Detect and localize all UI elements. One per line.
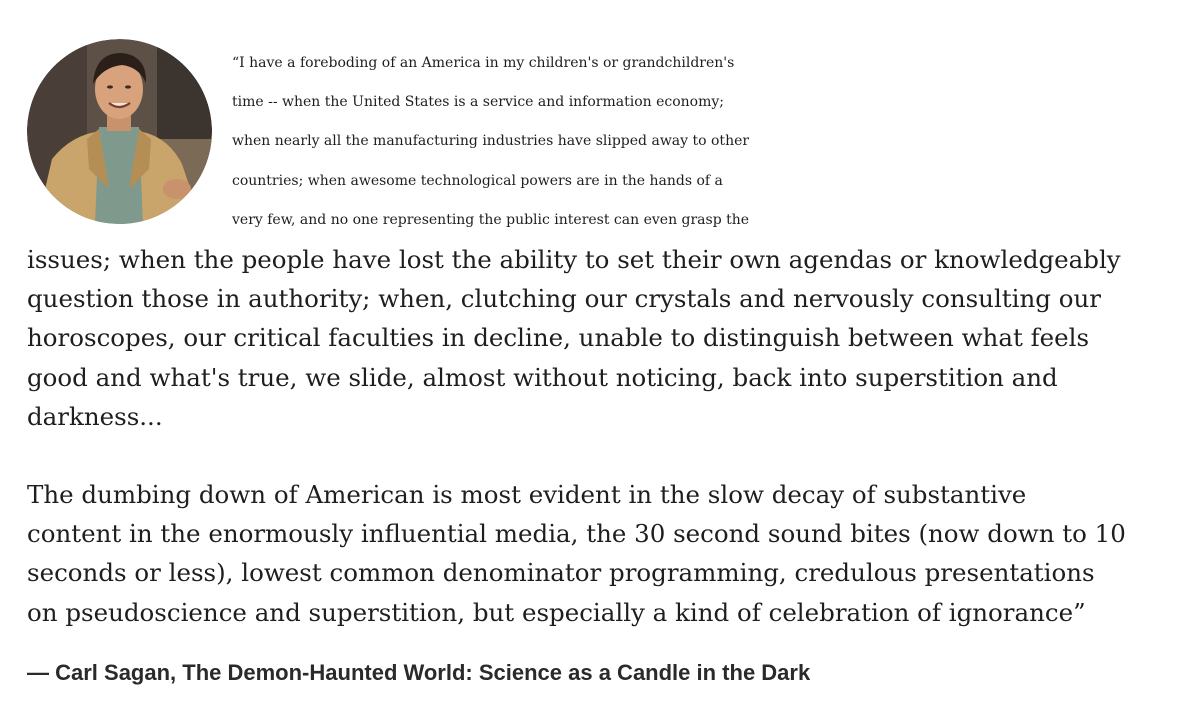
quote-line: darkness... [27, 401, 163, 431]
quote-attribution: — Carl Sagan, The Demon-Haunted World: Science as a Candle in the Dark [27, 660, 811, 685]
quote-line: when nearly all the manufacturing industries have slipped away to other [232, 133, 750, 150]
quote-paragraph-2 [0, 475, 1170, 632]
paragraph-spacer [0, 436, 1170, 475]
quote-line: countries; when awesome technological powers are in the hands of a [232, 172, 723, 189]
quote-line: “I have a foreboding of an America in my children's or grandchildren's [232, 55, 735, 71]
quote-line: seconds or less), lowest common denominator programming, credulous presentations [27, 558, 1095, 588]
quote-line: horoscopes, our critical faculties in decline, unable to distinguish between what feels [27, 323, 1090, 353]
quote-paragraph-1 [0, 44, 1170, 436]
quote-line: question those in authority; when, clutching our crystals and nervously consulting our [27, 284, 1101, 314]
quote-line: good and what's true, we slide, almost without noticing, back into superstition and [27, 362, 1058, 392]
quote-line: on pseudoscience and superstition, but especially a kind of celebration of ignorance” [27, 597, 1086, 627]
quote-line: content in the enormously influential media, the 30 second sound bites (now down to 10 [27, 519, 1126, 549]
quote-line: The dumbing down of American is most evident in the slow decay of substantive [27, 480, 1027, 510]
quote-line: issues; when the people have lost the ability to set their own agendas or knowledgeably [27, 245, 1121, 275]
quote-line: very few, and no one representing the public interest can even grasp the [232, 211, 750, 228]
quote-line: time -- when the United States is a service and information economy; [232, 94, 725, 111]
